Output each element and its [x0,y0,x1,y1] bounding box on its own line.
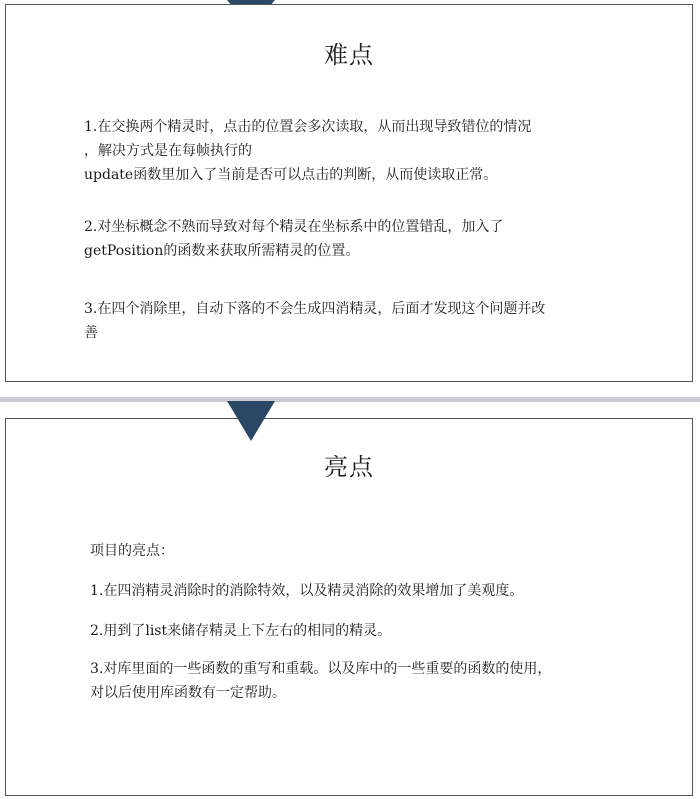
highlights-intro: 项目的亮点： [90,543,174,559]
difficulty-item-1 [84,115,644,187]
slide-top-triangle-marker [227,401,275,441]
text-line: ，解决方式是在每帧执行的 [84,143,252,159]
text-line: update函数里加入了当前是否可以点击的判断，从而使读取正常。 [84,167,498,183]
highlight-item-1 [90,579,650,603]
text-line: 2.对坐标概念不熟而导致对每个精灵在坐标系中的位置错乱，加入了 [84,219,504,235]
slide-title: 难点 [324,41,374,69]
text-line: 1.在交换两个精灵时，点击的位置会多次读取，从而出现导致错位的情况 [84,119,532,135]
slide-title: 亮点 [324,453,374,481]
text-line: getPosition的函数来获取所需精灵的位置。 [84,243,360,259]
text-line: 对以后使用库函数有一定帮助。 [90,685,286,701]
highlight-item-2 [90,619,650,643]
text-line: 3.对库里面的一些函数的重写和重载。以及库中的一些重要的函数的使用， [90,661,552,677]
slide-separator [0,397,700,402]
text-line: 3.在四个消除里，自动下落的不会生成四消精灵，后面才发现这个问题并改 [84,301,546,317]
slide-difficulties [5,4,693,382]
text-line: 2.用到了list来储存精灵上下左右的相同的精灵。 [90,623,392,639]
difficulty-item-3 [84,297,644,345]
highlight-item-3 [90,657,650,705]
text-line: 1.在四消精灵消除时的消除特效，以及精灵消除的效果增加了美观度。 [90,583,524,599]
difficulty-item-2 [84,215,644,263]
slide-highlights [5,418,693,796]
text-line: 善 [84,325,98,341]
